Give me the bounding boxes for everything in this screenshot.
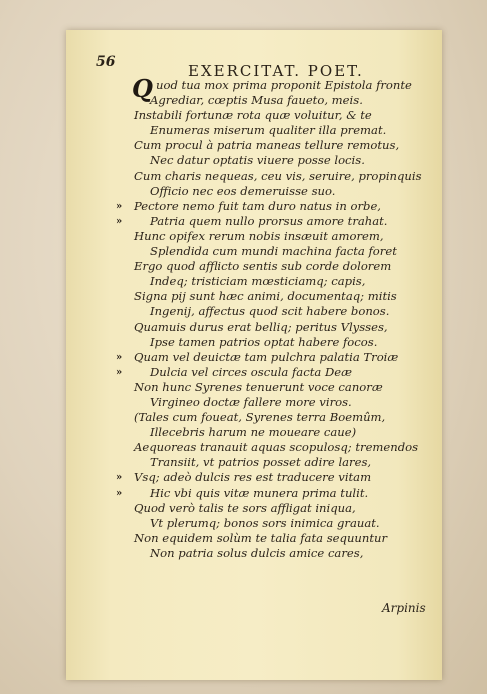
poem-line-text: uod tua mox prima proponit Epistola fronte	[156, 78, 412, 92]
poem-line-text: Quam vel deuictæ tam pulchra palatia Troiæ	[134, 349, 399, 364]
poem-line	[116, 123, 416, 138]
poem-line	[116, 486, 416, 501]
poem-line	[116, 320, 416, 335]
poem-line	[116, 93, 416, 108]
poem-line-text: Pectore nemo fuit tam duro natus in orbe,	[134, 198, 381, 213]
poem-line-text: Non patria solus dulcis amice cares,	[150, 545, 364, 560]
quotation-mark: »	[116, 351, 123, 363]
quotation-mark: »	[116, 366, 123, 378]
poem-line-text: Virgineo doctæ fallere more viros.	[150, 394, 352, 409]
drop-initial: Q	[132, 74, 153, 103]
poem-line	[116, 138, 416, 153]
poem-line	[116, 395, 416, 410]
poem-line-text: Officio nec eos demeruisse suo.	[150, 183, 336, 198]
poem-line-text: Aequoreas tranauit aquas scopulosq; tremendos	[134, 440, 419, 455]
poem-line	[116, 335, 416, 350]
poem-line	[116, 410, 416, 425]
poem-line-text: Vsq; adeò dulcis res est traducere vitam	[134, 470, 372, 485]
bleed-through-facing-page	[442, 60, 487, 620]
poem-line	[116, 455, 416, 470]
poem-line	[116, 78, 416, 93]
poem-line	[116, 501, 416, 516]
poem-line	[116, 259, 416, 274]
poem-line	[116, 546, 416, 561]
poem-line-text: Transiit, vt patrios posset adire lares,	[150, 455, 372, 470]
poem-line-text: (Tales cum foueat, Syrenes terra Boemûm,	[134, 410, 386, 425]
poem-line-text: Indeq; tristiciam mœsticiamq; capis,	[150, 274, 366, 289]
poem-line-text: Patria quem nullo prorsus amore trahat.	[150, 213, 388, 228]
poem-line-text: Signa pij sunt hæc animi, documentaq; mitis	[134, 289, 397, 304]
poem-line	[116, 184, 416, 199]
poem-line-text: Ergo quod afflicto sentis sub corde dolorem	[134, 259, 392, 274]
page-number: 56	[96, 54, 116, 70]
poem-line-text: Agrediar, cœptis Musa faueto, meis.	[150, 93, 363, 108]
poem-line	[116, 199, 416, 214]
poem-line	[116, 289, 416, 304]
poem-line-text: Instabili fortunæ rota quæ voluitur, & te	[134, 108, 372, 123]
poem-line-text: Cum procul à patria maneas tellure remotus,	[134, 138, 400, 153]
poem-line-text: Cum charis nequeas, ceu vis, seruire, propinquis	[134, 168, 422, 183]
poem-line	[116, 350, 416, 365]
poem-line-text: Quamuis durus erat belliq; peritus Vlysses,	[134, 319, 388, 334]
poem-line-text: Splendida cum mundi machina facta foret	[150, 244, 397, 259]
poem-line	[116, 304, 416, 319]
poem-line	[116, 244, 416, 259]
poem-line	[116, 214, 416, 229]
poem-line-text: Dulcia vel circes oscula facta Deæ	[150, 364, 353, 379]
poem-line-text: Hunc opifex rerum nobis insæuit amorem,	[134, 228, 384, 243]
poem-line	[116, 365, 416, 380]
quotation-mark: »	[116, 472, 123, 484]
poem-line	[116, 274, 416, 289]
poem-body	[116, 78, 422, 561]
catchword: Arpinis	[382, 601, 426, 615]
poem-line	[116, 108, 416, 123]
poem-line	[116, 470, 416, 485]
poem-line-text: Ipse tamen patrios optat habere focos.	[150, 334, 378, 349]
poem-line-text: Illecebris harum ne moueare caue)	[150, 425, 357, 440]
poem-line-text: Ingenij, affectus quod scit habere bonos.	[150, 304, 390, 319]
poem-line-text: Hic vbi quis vitæ munera prima tulit.	[150, 485, 369, 500]
poem-line-text: Non equidem solùm te talia fata sequuntur	[134, 530, 388, 545]
poem-line	[116, 168, 422, 184]
poem-line	[116, 153, 416, 168]
poem-line-text: Vt plerumq; bonos sors inimica grauat.	[150, 515, 380, 530]
poem-line-text: Enumeras miserum qualiter illa premat.	[150, 123, 387, 138]
poem-line-text: Nec datur optatis viuere posse locis.	[150, 153, 365, 168]
running-head: EXERCITAT. POET.	[188, 62, 364, 80]
poem-line	[116, 516, 416, 531]
poem-line-text: Non hunc Syrenes tenuerunt voce canoræ	[134, 379, 383, 394]
poem-line-text: Quod verò talis te sors affligat iniqua,	[134, 500, 356, 515]
quotation-mark: »	[116, 215, 123, 227]
quotation-mark: »	[116, 487, 123, 499]
poem-line	[116, 531, 416, 546]
poem-line	[116, 229, 416, 244]
poem-line	[116, 380, 416, 395]
quotation-mark: »	[116, 200, 123, 212]
poem-line	[116, 440, 419, 455]
poem-line	[116, 425, 416, 440]
